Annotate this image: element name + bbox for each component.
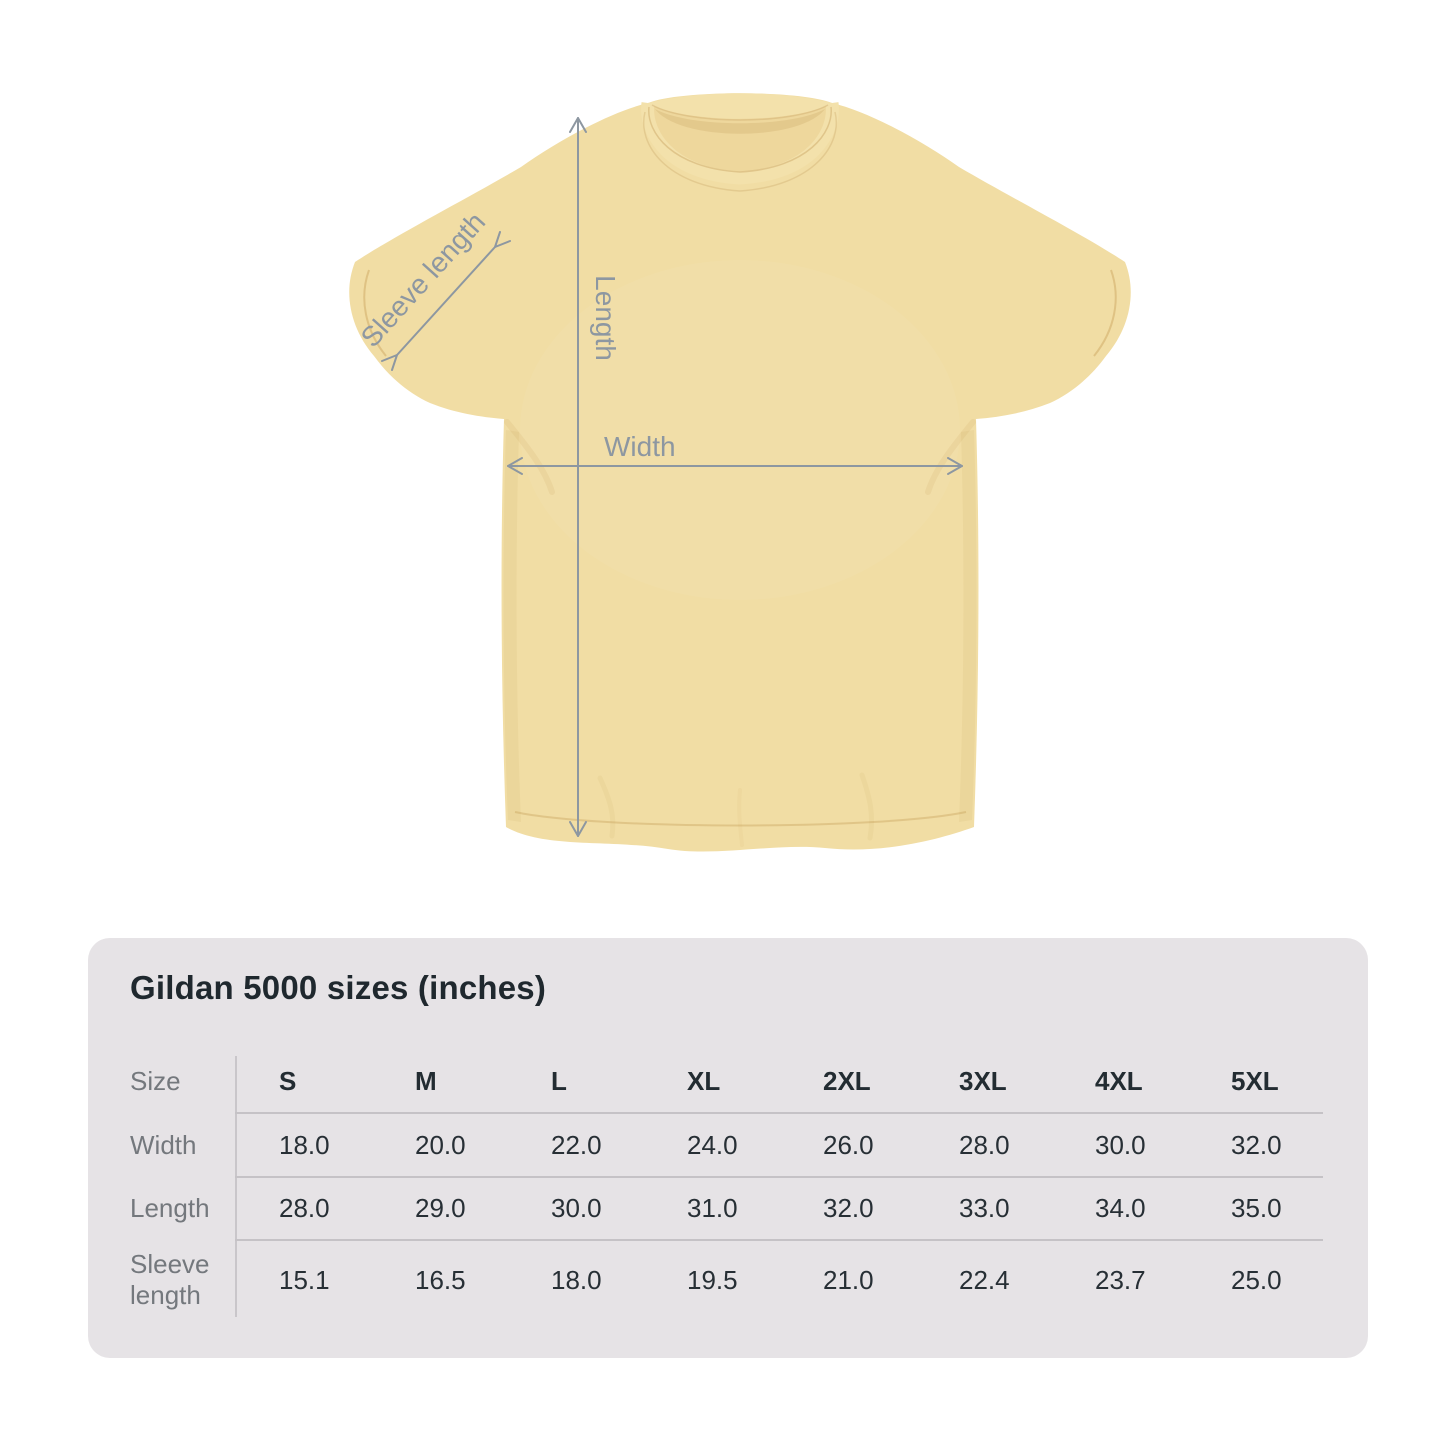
length-value-4xl: 34.0 [1095, 1193, 1146, 1223]
size-table [130, 1050, 1326, 1320]
sleeve-value-5xl: 25.0 [1231, 1264, 1282, 1295]
width-value-s: 18.0 [279, 1129, 330, 1160]
column-header-3xl: 3XL [959, 1066, 1007, 1096]
width-value-2xl: 26.0 [823, 1129, 874, 1160]
width-value-4xl: 30.0 [1095, 1129, 1146, 1160]
sleeve-value-2xl: 21.0 [823, 1264, 874, 1295]
width-value-l: 22.0 [551, 1129, 602, 1160]
length-value-2xl: 32.0 [823, 1193, 874, 1223]
column-header-2xl: 2XL [823, 1066, 871, 1096]
column-header-l: L [551, 1066, 567, 1096]
length-label: Length [590, 275, 621, 361]
width-value-5xl: 32.0 [1231, 1129, 1282, 1160]
sleeve-value-m: 16.5 [415, 1264, 466, 1295]
table-row-length [130, 1177, 1326, 1240]
sleeve-length-label: Sleeve length [354, 206, 492, 354]
sleeve-value-3xl: 22.4 [959, 1264, 1010, 1295]
width-value-m: 20.0 [415, 1129, 466, 1160]
size-chart-title: Gildan 5000 sizes (inches) [130, 969, 547, 1006]
length-value-l: 30.0 [551, 1193, 602, 1223]
length-value-3xl: 33.0 [959, 1193, 1010, 1223]
column-header-xl: XL [687, 1066, 721, 1096]
length-value-m: 29.0 [415, 1193, 466, 1223]
row-label-length: Length [130, 1193, 210, 1224]
sleeve-value-xl: 19.5 [687, 1264, 738, 1295]
chest-highlight [520, 260, 960, 600]
width-value-3xl: 28.0 [959, 1129, 1010, 1160]
width-label: Width [604, 431, 676, 462]
length-value-xl: 31.0 [687, 1193, 738, 1223]
table-header-row [130, 1050, 1326, 1113]
size-chart-panel [88, 938, 1368, 1358]
sleeve-value-l: 18.0 [551, 1264, 602, 1295]
length-value-s: 28.0 [279, 1193, 330, 1223]
length-value-5xl: 35.0 [1231, 1193, 1282, 1223]
column-header-5xl: 5XL [1231, 1066, 1279, 1096]
column-header-m: M [415, 1066, 437, 1096]
width-value-xl: 24.0 [687, 1129, 738, 1160]
corner-label: Size [130, 1066, 181, 1097]
row-label-sleeve-length: Sleeve length [130, 1249, 210, 1310]
table-row-sleeve-length [130, 1240, 1326, 1320]
sleeve-value-s: 15.1 [279, 1264, 330, 1295]
sleeve-value-4xl: 23.7 [1095, 1264, 1146, 1295]
column-header-4xl: 4XL [1095, 1066, 1143, 1096]
row-label-width: Width [130, 1129, 197, 1160]
table-row-width [130, 1113, 1326, 1177]
column-header-s: S [279, 1066, 297, 1096]
